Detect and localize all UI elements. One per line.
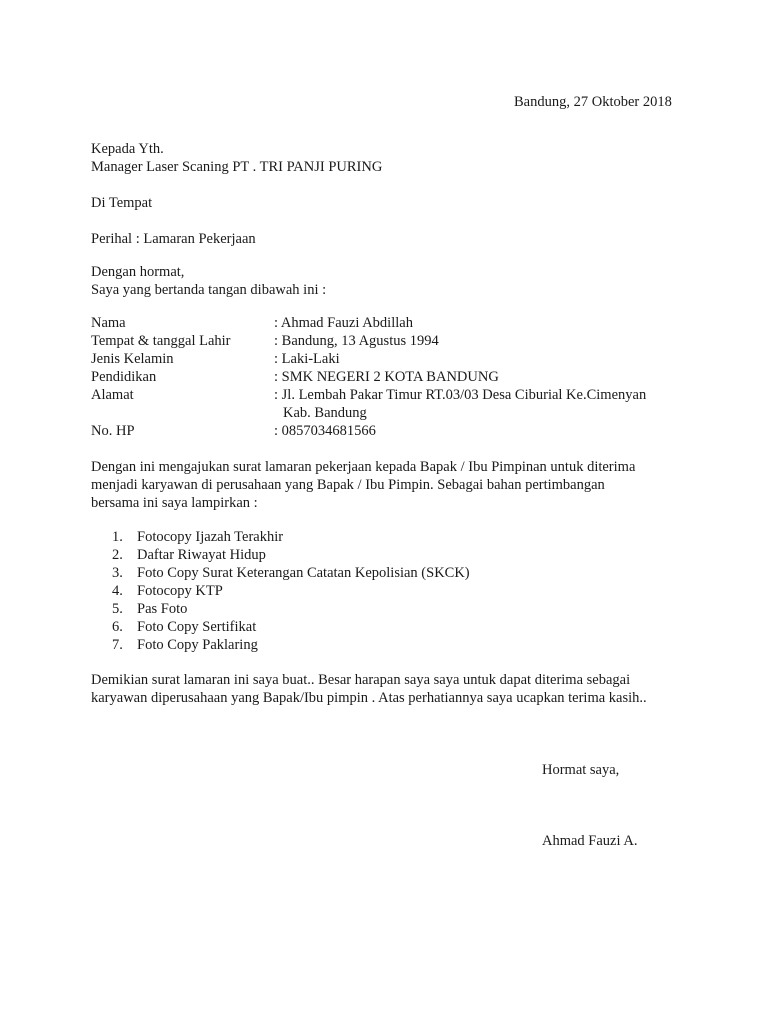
detail-value: : Bandung, 13 Agustus 1994 [274,333,439,349]
list-text: Fotocopy KTP [137,583,223,599]
paragraph-line: menjadi karyawan di perusahaan yang Bapak / Ibu Pimpin. Sebagai bahan pertimbangan [91,477,605,493]
letter-subject: Perihal : Lamaran Pekerjaan [91,231,256,247]
detail-value: : 0857034681566 [274,423,376,439]
greeting-line: Dengan hormat, [91,264,185,280]
list-number: 7. [112,637,123,653]
detail-value-continuation: Kab. Bandung [283,405,367,421]
list-number: 4. [112,583,123,599]
recipient-line: Kepada Yth. [91,141,164,157]
closing-salutation: Hormat saya, [542,762,620,778]
paragraph-line: Demikian surat lamaran ini saya buat.. Besar harapan saya saya untuk dapat diterima sebagai [91,672,631,688]
list-text: Pas Foto [137,601,188,617]
list-number: 3. [112,565,123,581]
recipient-block [91,140,382,176]
detail-label: Alamat [91,387,134,403]
detail-label: Tempat & tanggal Lahir [91,333,231,349]
list-number: 2. [112,547,123,563]
detail-value: : SMK NEGERI 2 KOTA BANDUNG [274,369,499,385]
greeting-line: Saya yang bertanda tangan dibawah ini : [91,282,327,298]
detail-value: : Jl. Lembah Pakar Timur RT.03/03 Desa Ciburial Ke.Cimenyan [274,387,647,403]
detail-label: Nama [91,315,126,331]
intro-paragraph [91,458,635,512]
paragraph-line: bersama ini saya lampirkan : [91,495,258,511]
closing-paragraph [91,671,647,707]
detail-label: Jenis Kelamin [91,351,174,367]
paragraph-line: karyawan diperusahaan yang Bapak/Ibu pimpin . Atas perhatiannya saya ucapkan terima kasih.. [91,690,647,706]
detail-label: Pendidikan [91,369,157,385]
list-text: Foto Copy Surat Keterangan Catatan Kepolisian (SKCK) [137,565,470,581]
list-text: Foto Copy Paklaring [137,637,258,653]
detail-label: No. HP [91,423,135,439]
detail-value: : Laki-Laki [274,351,340,367]
recipient-line: Manager Laser Scaning PT . TRI PANJI PURING [91,159,383,175]
list-text: Daftar Riwayat Hidup [137,547,266,563]
greeting-block [91,263,326,299]
signature-name: Ahmad Fauzi A. [542,833,638,849]
letter-date: Bandung, 27 Oktober 2018 [514,94,672,110]
recipient-place: Di Tempat [91,195,153,211]
list-text: Foto Copy Sertifikat [137,619,257,635]
detail-value: : Ahmad Fauzi Abdillah [274,315,413,331]
list-number: 6. [112,619,123,635]
list-number: 5. [112,601,123,617]
list-text: Fotocopy Ijazah Terakhir [137,529,284,545]
paragraph-line: Dengan ini mengajukan surat lamaran pekerjaan kepada Bapak / Ibu Pimpinan untuk diterima [91,459,636,475]
list-number: 1. [112,529,123,545]
